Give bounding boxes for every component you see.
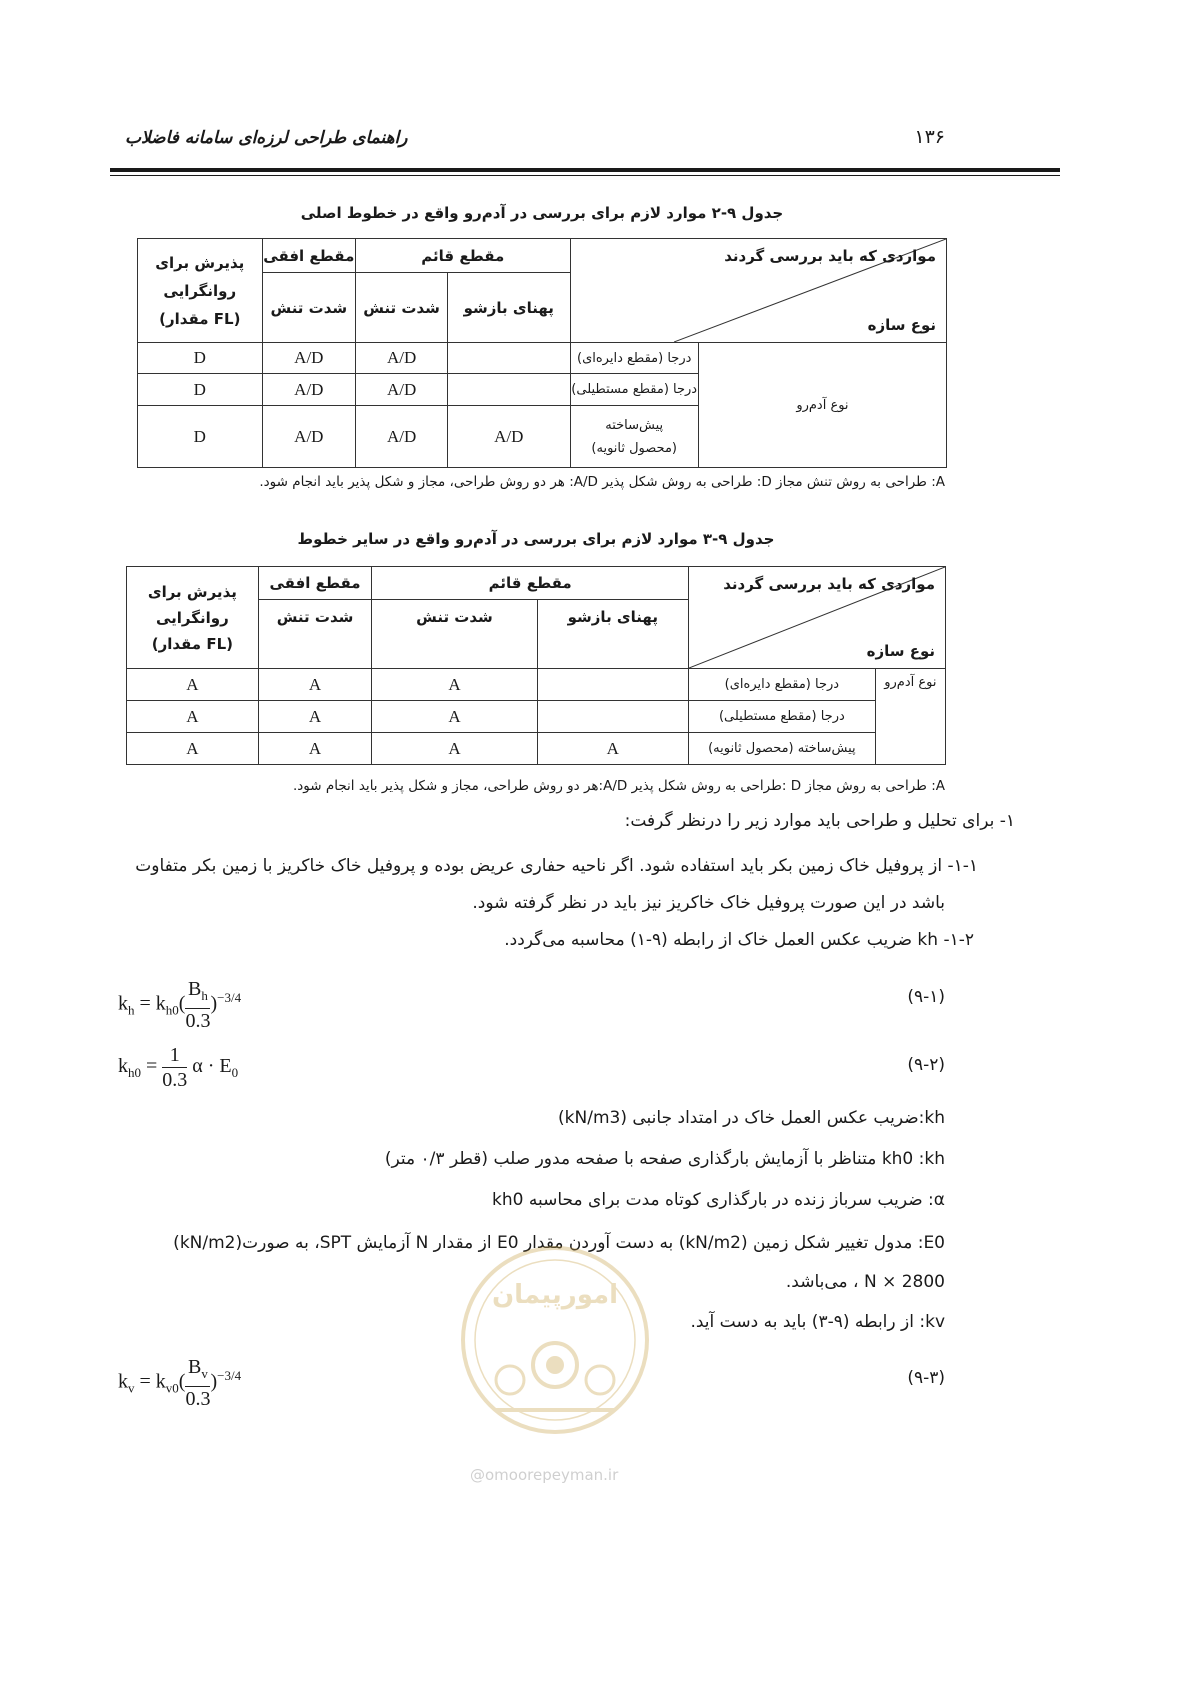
table-row: درجا (مقطع مستطیلی) A/D A/D D — [138, 374, 947, 406]
table-row: پیش‌ساخته (محصول ثانویه) A/D A/D A/D D — [138, 406, 947, 468]
table-row: پیش‌ساخته (محصول ثانویه) A A A A — [127, 733, 946, 765]
header-rule-thick — [110, 168, 1060, 172]
definition-kh0: kh0 :kh متناظر با آزمایش بارگذاری صفحه با صفحه مدور صلب (قطر ۰/۳ متر) — [384, 1149, 945, 1169]
table1-diagonal-header — [570, 239, 946, 343]
table1-diag-top: مواردی که باید بررسی گردند — [724, 247, 936, 265]
definition-e0-line1: E0: مدول تغییر شکل زمین (kN/m2) به دست آوردن مقدار E0 از مقدار N آزمایش SPT، به صورت(kN/m2) — [173, 1233, 945, 1253]
table-row: نوع آدم‌رو درجا (مقطع دایره‌ای) A A A — [127, 669, 946, 701]
watermark-logo — [455, 1240, 655, 1440]
table2 — [126, 566, 946, 765]
table1-col-vertical: مقطع قائم — [356, 239, 570, 273]
table2-col-horizontal: مقطع افقی — [258, 567, 372, 600]
table1-note: A: طراحی به روش تنش مجاز D: طراحی به روش شکل پذیر A/D: هر دو روش طراحی، مجاز و شکل پذیر باید انجام شود. — [259, 474, 945, 490]
table1-col-h-stress: شدت تنش — [262, 273, 356, 343]
equation-2-number: (۹-۲) — [907, 1055, 945, 1075]
equation-3: $k_v = k_{v0}$( $\frac{B_v}{0.3}$ )$^{-3/4}$ — [118, 1356, 242, 1410]
table2-note: A: طراحی به روش مجاز D :طراحی به روش شکل پذیر A/D:هر دو روش طراحی، مجاز و شکل پذیر باید انجام شود. — [292, 778, 945, 794]
definition-kh: kh:ضریب عکس العمل خاک در امتداد جانبی (kN/m3) — [558, 1108, 945, 1128]
book-title: راهنمای طراحی لرزه‌ای سامانه فاضلاب — [125, 128, 408, 148]
definition-kv: kv: از رابطه (۹-۳) باید به دست آید. — [690, 1312, 945, 1332]
table2-diag-top: مواردی که باید بررسی گردند — [723, 575, 935, 593]
table2-diagonal-header — [689, 567, 946, 669]
paragraph-1-1a: ۱-۱- از پروفیل خاک زمین بکر باید استفاده شود. اگر ناحیه حفاری عریض بوده و پروفیل خاک خاکریز با زمین بکر متفاوت — [135, 856, 978, 876]
table2-col-opening-width: پهنای بازشو — [537, 600, 688, 669]
table1 — [137, 238, 947, 468]
definition-alpha: α: ضریب سرباز زنده در بارگذاری کوتاه مدت برای محاسبه kh0 — [492, 1190, 945, 1210]
watermark-logo-text: امورپیمان — [491, 1280, 619, 1310]
paragraph-1-1b: باشد در این صورت پروفیل خاک خاکریز نیز باید در نظر گرفته شود. — [472, 893, 945, 913]
table-row: درجا (مقطع مستطیلی) A A A — [127, 701, 946, 733]
equation-1-number: (۹-۱) — [907, 987, 945, 1007]
paragraph-1-2: ۱-۲- kh ضریب عکس العمل خاک از رابطه (۹-۱) محاسبه می‌گردد. — [504, 930, 974, 950]
table2-col-liquefaction: پذیرش برای روانگرایی (FL مقدار) — [127, 567, 259, 669]
table2-col-v-stress: شدت تنش — [372, 600, 537, 669]
table1-col-horizontal: مقطع افقی — [262, 239, 356, 273]
definition-e0-line2: N × 2800 ، می‌باشد. — [785, 1272, 945, 1292]
table-row: نوع آدم‌رو درجا (مقطع دایره‌ای) A/D A/D D — [138, 343, 947, 374]
table2-diag-bottom: نوع سازه — [866, 642, 935, 660]
table2-group: نوع آدم‌رو — [875, 669, 945, 765]
equation-1: $k_h = k_{h0}$( $\frac{B_h}{0.3}$ )$^{-3/4}$ — [118, 978, 242, 1032]
table1-col-opening-width: پهنای بازشو — [448, 273, 570, 343]
table2-caption: جدول ۹-۳ موارد لازم برای بررسی در آدم‌رو واقع در سایر خطوط — [297, 530, 775, 548]
header-rule-thin — [110, 175, 1060, 176]
table1-col-liquefaction: پذیرش برای روانگرایی (FL مقدار) — [138, 239, 263, 343]
table1-caption: جدول ۹-۲ موارد لازم برای بررسی در آدم‌رو واقع در خطوط اصلی — [300, 204, 784, 222]
table2-col-h-stress: شدت تنش — [258, 600, 372, 669]
table1-group: نوع آدم‌رو — [698, 343, 946, 468]
table1-col-v-stress: شدت تنش — [356, 273, 448, 343]
watermark-text: @omoorepeyman.ir — [470, 1466, 619, 1484]
table1-diag-bottom: نوع سازه — [867, 316, 936, 334]
equation-2: $k_{h0}$ = $\frac{1}{0.3}$ $\alpha \cdot E_0$ — [118, 1044, 239, 1091]
paragraph-1: ۱- برای تحلیل و طراحی باید موارد زیر را درنظر گرفت: — [624, 811, 1015, 831]
page-number: ۱۳۶ — [914, 126, 945, 148]
table2-col-vertical: مقطع قائم — [372, 567, 689, 600]
equation-3-number: (۹-۳) — [907, 1368, 945, 1388]
